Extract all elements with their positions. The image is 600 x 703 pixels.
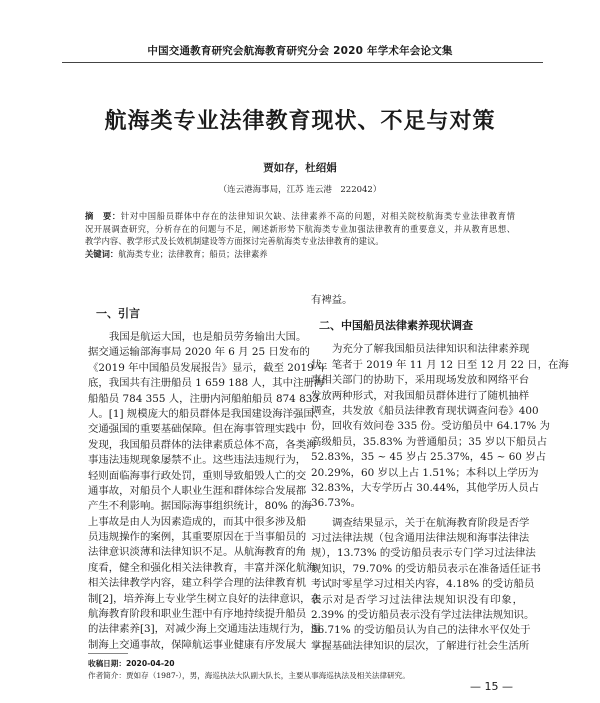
keywords-text: 航海类专业；法律教育；船员；法律素养 (118, 248, 268, 259)
body-line: 规），13.73% 的受访船员表示专门学习过法律法 (311, 547, 536, 560)
running-header: 中国交通教育研究会航海教育研究分会 2020 年学术年会论文集 (147, 45, 453, 57)
body-line: 56.71% 的受访船员认为自己的法律水平仅处于 (311, 624, 531, 637)
body-line: 制[2]，培养海上专业学生树立良好的法律意识，在 (88, 592, 321, 605)
body-line: 《2019 年中国船员发展报告》显示，截至 2019 年 (88, 361, 328, 374)
left-column (88, 300, 328, 653)
section-heading-survey: 二、中国船员法律素养现状调查 (319, 319, 473, 333)
body-line: 航海教育阶段和职业生涯中有序地持续提升船员 (88, 608, 307, 621)
body-line: 事相关部门的协助下，采用现场发放和网络平台 (311, 374, 530, 387)
authors: 贾如存，杜绍娟 (263, 162, 337, 174)
section-heading-introduction: 一、引言 (96, 307, 140, 320)
survey-paragraph-1 (311, 342, 569, 511)
footnote-rule (88, 653, 128, 654)
body-line: 规知识，79.70% 的受访船员表示在准备适任证书 (311, 562, 541, 575)
body-line: 的法律素养[3]，对减少海上交通违法违规行为，遏 (88, 623, 321, 636)
keywords-label: 关键词： (85, 248, 119, 259)
body-line: 32.83%，大专学历占 30.44%，其他学历人员占 (311, 481, 540, 494)
right-column (311, 293, 569, 654)
body-line: 员违规操作的案例，其重要原因在于当事船员的 (88, 531, 307, 544)
body-line: 底，我国共有注册船员 1 659 188 人，其中注册海 (88, 377, 325, 390)
affiliation: （连云港海事局，江苏 连云港 222042） (218, 185, 382, 195)
body-line: 高级船员，35.83% 为普通船员；35 岁以下船员占 (311, 435, 548, 448)
body-line: 52.83%，35 ~ 45 岁占 25.37%，45 ~ 60 岁占 (311, 451, 547, 464)
body-line: 相关法律教学内容，建立科学合理的法律教育机 (88, 577, 307, 590)
body-line: 度看，健全和强化相关法律教育，丰富并深化航海 (88, 561, 317, 574)
body-line: 20.29%，60 岁以上占 1.51%；本科以上学历为 (311, 466, 539, 479)
body-line: 产生不利影响。据国际海事组织统计，80% 的海 (88, 500, 312, 513)
keywords (85, 248, 515, 261)
paper-title: 航海类专业法律教育现状、不足与对策 (104, 109, 496, 134)
page-number: — 15 — (470, 680, 513, 693)
footnotes (88, 658, 410, 682)
body-line: 调查，共发放《船员法律教育现状调查问卷》400 (311, 404, 539, 417)
body-line: 我国是航运大国，也是船员劳务输出大国。 (109, 331, 307, 343)
body-line: 习过法律法规（包含通用法律法规和海事法律法 (311, 532, 530, 545)
survey-paragraph-2 (311, 516, 541, 655)
body-line: 交通强国的重要基础保障。但在海事管理实践中 (88, 423, 307, 436)
body-line: 36.73%。 (311, 497, 362, 510)
body-line: 调查结果显示，关于在航海教育阶段是否学 (332, 516, 530, 529)
body-line: 2.39% 的受访船员表示没有学过法律法规知识。 (311, 609, 535, 622)
body-line: 状，笔者于 2019 年 11 月 12 日至 12 月 22 日，在海 (311, 358, 569, 371)
body-line: 上事故是由人为因素造成的，而其中很多涉及船 (88, 515, 307, 528)
author-bio: 作者简介：贾如存（1987-），男，海巡执法大队副大队长，主要从事海巡执法及相关法律研究。 (88, 671, 410, 680)
body-line: 通事故，对船员个人职业生涯和群体综合发展都 (88, 484, 307, 497)
body-line: 船船员 784 355 人，注册内河船舶船员 874 833 (88, 392, 319, 405)
abstract (85, 210, 515, 260)
body-line: 人。[1] 规模庞大的船员群体是我国建设海洋强国、 (88, 407, 325, 420)
body-line: 制海上交通事故，保障航运事业健康有序发展大 (88, 638, 307, 651)
body-line: 份，回收有效问卷 335 份。受访船员中 64.17% 为 (311, 420, 550, 433)
body-line: 发放两种形式，对我国船员群体进行了随机抽样 (311, 389, 530, 402)
header-rule (62, 62, 543, 63)
body-line: 表示对是否学习过法律法规知识没有印象， (311, 593, 523, 606)
body-line: 轻则面临海事行政处罚，重则导致船毁人亡的交 (88, 469, 307, 482)
body-line: 考试时零星学习过相关内容，4.18% 的受访船员 (311, 578, 535, 591)
received-date: 收稿日期：2020-04-20 (88, 659, 175, 668)
body-line: 为充分了解我国船员法律知识和法律素养现 (332, 343, 530, 356)
body-line: 法律意识淡薄和法律知识不足。从航海教育的角 (88, 546, 307, 559)
abstract-text: 针对中国船员群体中存在的法律知识欠缺、法律素养不高的问题，对相关院校航海类专业法律教育情 (120, 211, 515, 221)
abstract-line (85, 210, 515, 223)
body-line: 发现，我国船员群体的法律素质总体不高，各类海 (88, 438, 317, 451)
section1-body (88, 330, 328, 653)
abstract-line: 教学内容、教学形式及长效机制建设等方面探讨完善航海类专业法律教育的建议。 (85, 236, 384, 246)
body-line: 事违法违规现象屡禁不止。这些违法违规行为， (88, 454, 307, 467)
abstract-line: 况开展调查研究，分析存在的问题与不足，阐述新形势下航海类专业加强法律教育的重要意义，并从教育思想、 (85, 223, 515, 234)
abstract-label: 摘 要： (85, 211, 121, 221)
body-line: 有裨益。 (311, 294, 353, 306)
body-line: 据交通运输部海事局 2020 年 6 月 25 日发布的 (88, 346, 310, 359)
body-line: 掌握基础法律知识的层次，了解进行社会生活所 (311, 639, 530, 652)
